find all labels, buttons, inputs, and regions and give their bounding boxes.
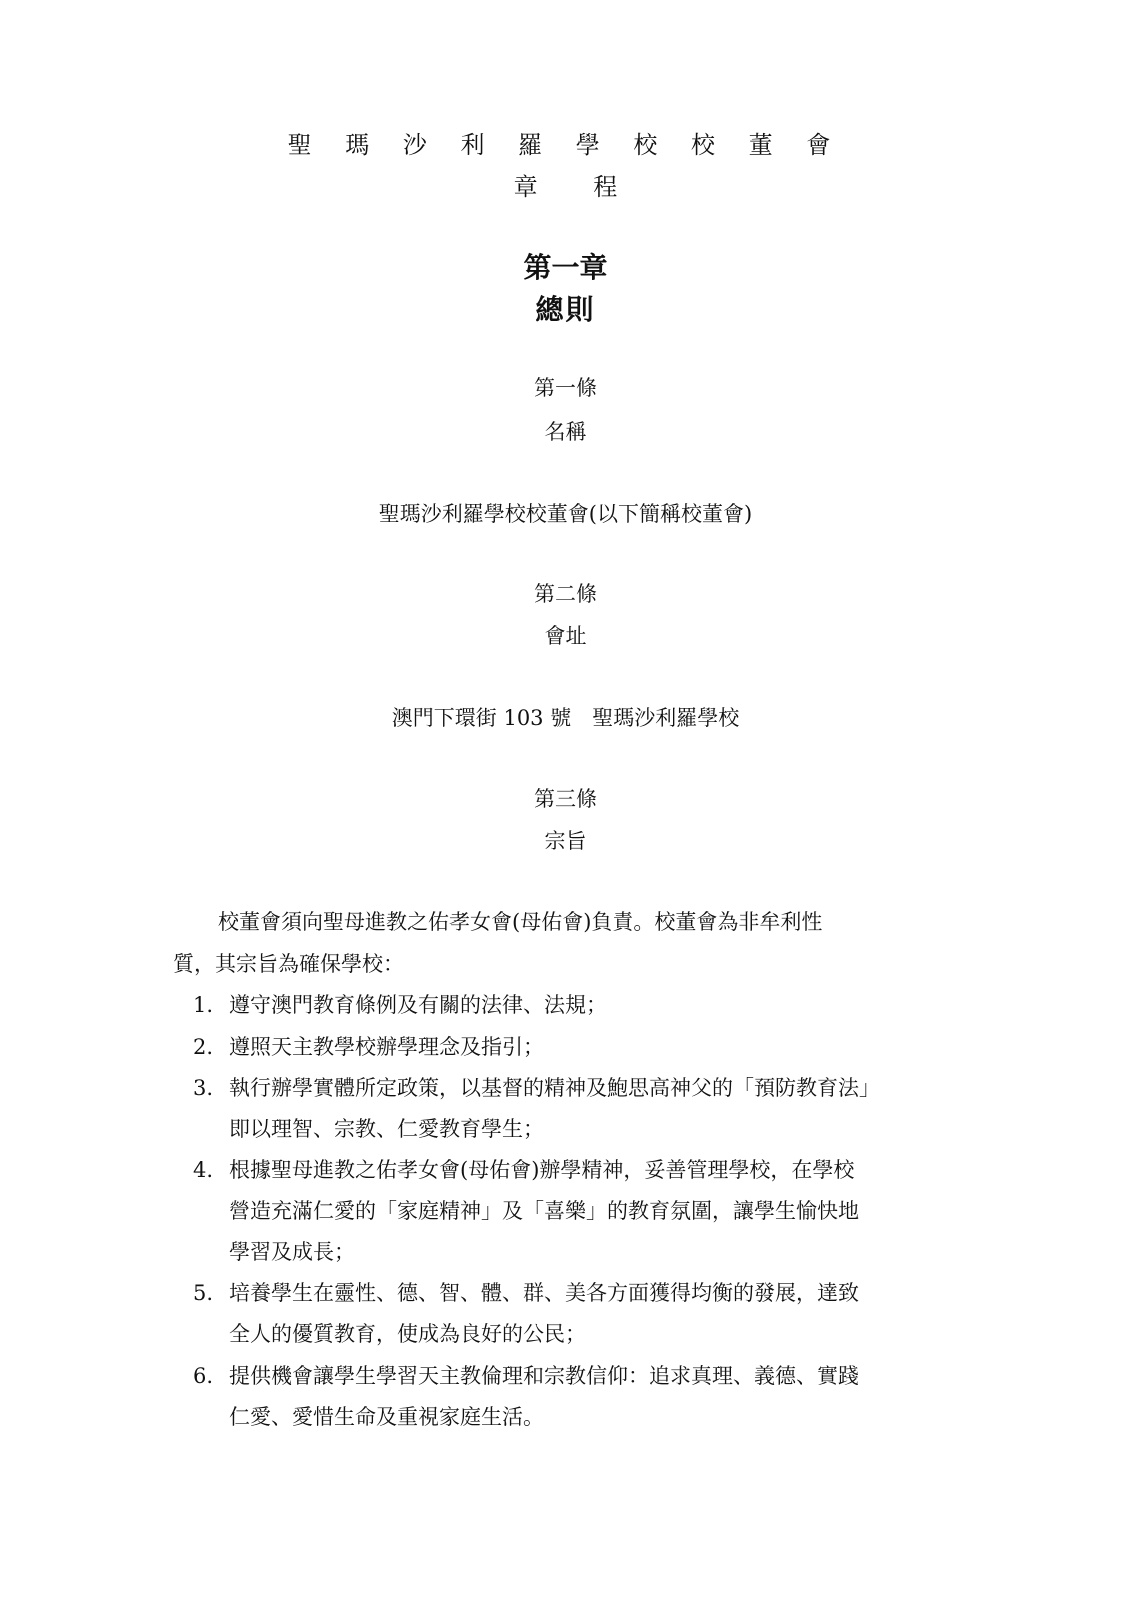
- chapter-number: 第一章: [523, 251, 608, 284]
- list-item-number: 2.: [193, 1035, 214, 1059]
- list-item-text: 培養學生在靈性、德、智、體、群、美各方面獲得均衡的發展，達致 全人的優質教育，使成為良好的公民；: [229, 1281, 859, 1346]
- list-item-number: 4.: [193, 1158, 214, 1182]
- chapter-title: 總則: [535, 293, 596, 326]
- article-3-title: 宗旨: [544, 829, 587, 853]
- list-item-text: 遵守澳門教育條例及有關的法律、法規；: [229, 993, 607, 1017]
- article-1-number: 第一條: [534, 376, 597, 400]
- list-item: [193, 1273, 859, 1355]
- article-1-body: 聖瑪沙利羅學校校董會(以下簡稱校董會): [378, 502, 753, 526]
- list-item: [193, 1027, 544, 1068]
- list-item-number: 5.: [193, 1281, 214, 1305]
- document-title: 聖 瑪 沙 利 羅 學 校 校 董 會: [287, 131, 844, 159]
- article-2-number: 第二條: [534, 582, 597, 606]
- list-item: [193, 1068, 880, 1150]
- list-item-text: 遵照天主教學校辦學理念及指引；: [229, 1035, 544, 1059]
- list-item-text: 執行辦學實體所定政策，以基督的精神及鮑思高神父的「預防教育法」 即以理智、宗教、仁愛教育學生；: [229, 1076, 880, 1141]
- list-item-text: 根據聖母進教之佑孝女會(母佑會)辦學精神，妥善管理學校，在學校 營造充滿仁愛的「家庭精神」及「喜樂」的教育氛圍，讓學生愉快地 學習及成長；: [229, 1158, 859, 1264]
- list-item-number: 6.: [193, 1364, 214, 1388]
- article-3-number: 第三條: [534, 787, 597, 811]
- article-3-intro-line-1: 校董會須向聖母進教之佑孝女會(母佑會)負責。校董會為非牟利性: [218, 910, 823, 934]
- article-3-intro-line-2: 質，其宗旨為確保學校：: [173, 952, 404, 976]
- list-item: [193, 1150, 859, 1273]
- article-2-body: 澳門下環街 103 號 聖瑪沙利羅學校: [391, 706, 740, 730]
- list-item-text: 提供機會讓學生學習天主教倫理和宗教信仰：追求真理、義德、實踐 仁愛、愛惜生命及重視家庭生活。: [229, 1364, 859, 1429]
- article-2-title: 會址: [544, 624, 587, 648]
- list-item: [193, 1356, 859, 1438]
- list-item-number: 1.: [193, 993, 214, 1017]
- article-1-title: 名稱: [544, 420, 587, 444]
- document-subtitle: 章 程: [513, 173, 642, 201]
- list-item-number: 3.: [193, 1076, 214, 1100]
- list-item: [193, 985, 607, 1026]
